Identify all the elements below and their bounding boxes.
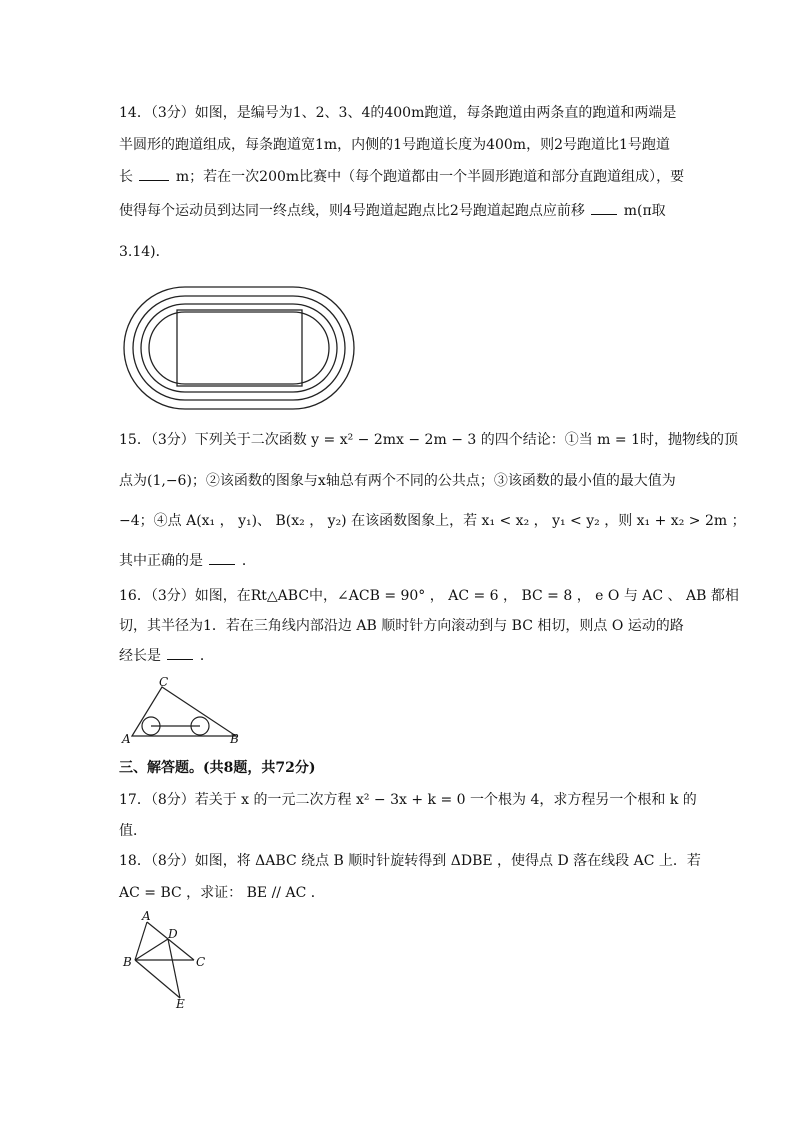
q15-line3: −4；④点 A(x₁ ， y₁)、 B(x₂ ， y₂) 在该函数图象上，若 x₁ < x₂ ， y₁ < y₂ ，则 x₁ + x₂ > 2m ； bbox=[119, 513, 746, 529]
triangle-circle-figure bbox=[118, 675, 248, 745]
answer-blank bbox=[591, 202, 617, 215]
q14-line3 bbox=[119, 168, 684, 186]
q14-line5: 3.14)． bbox=[119, 244, 170, 260]
label-d: D bbox=[168, 927, 178, 941]
label-a: A bbox=[122, 732, 131, 745]
q15-line4 bbox=[119, 552, 256, 570]
q16-line3-end: ． bbox=[199, 648, 214, 664]
q14-line4-start: 使得每个运动员到达同一终点线，则4号跑道起跑点比2号跑道起跑点应前移 bbox=[119, 203, 585, 219]
label-e: E bbox=[176, 997, 185, 1010]
q18-line2: AC = BC ，求证： BE // AC ． bbox=[119, 885, 325, 901]
label-a: A bbox=[142, 910, 151, 923]
q14-line3-start: 长 bbox=[119, 169, 133, 185]
q14-line4-end: m(π取 bbox=[623, 203, 666, 219]
q17-line1: 17．（8分）若关于 x 的一元二次方程 x² − 3x + k = 0 一个根为 4，求方程另一个根和 k 的 bbox=[119, 792, 697, 808]
q14-line3-end: m；若在一次200m比赛中（每个跑道都由一个半圆形跑道和部分直跑道组成），要 bbox=[175, 169, 685, 185]
q15-line1: 15．（3分）下列关于二次函数 y = x² − 2mx − 2m − 3 的四个结论：①当 m = 1时，抛物线的顶 bbox=[119, 432, 738, 448]
q18-line1: 18．（8分）如图，将 ΔABC 绕点 B 顺时针旋转得到 ΔDBE ，使得点 D 落在线段 AC 上．若 bbox=[119, 853, 701, 869]
label-b: B bbox=[123, 955, 132, 969]
running-track-figure bbox=[120, 283, 360, 413]
track-lane-2 bbox=[141, 304, 337, 392]
q14-line2: 半圆形的跑道组成，每条跑道宽1m，内侧的1号跑道长度为400m，则2号跑道比1号跑道 bbox=[119, 137, 670, 153]
q16-line2: 切，其半径为1．若在三角线内部沿边 AB 顺时针方向滚动到与 BC 相切，则点 O 运动的路 bbox=[119, 618, 684, 634]
answer-blank bbox=[167, 647, 193, 660]
q15-line4-start: 其中正确的是 bbox=[119, 553, 203, 569]
track-infield bbox=[177, 310, 302, 386]
segment-ab bbox=[135, 922, 147, 960]
label-b: B bbox=[230, 732, 239, 745]
answer-blank bbox=[139, 168, 169, 181]
label-c: C bbox=[196, 955, 206, 969]
rotation-figure bbox=[118, 910, 208, 1010]
segment-bd bbox=[135, 939, 168, 960]
q16-line3-start: 经长是 bbox=[119, 648, 161, 664]
q15-line4-end: ． bbox=[241, 553, 256, 569]
q16-line3 bbox=[119, 647, 214, 665]
track-lane-4 bbox=[124, 287, 354, 409]
section-heading: 三、解答题。(共8题，共72分) bbox=[119, 760, 316, 776]
q15-line2: 点为(1,−6)；②该函数的图象与x轴总有两个不同的公共点；③该函数的最小值的最大值为 bbox=[119, 473, 676, 489]
answer-blank bbox=[209, 552, 235, 565]
q17-line2: 值． bbox=[119, 823, 147, 839]
q14-line4 bbox=[119, 202, 666, 220]
triangle-abc bbox=[132, 687, 236, 736]
q16-line1: 16．（3分）如图，在Rt△ABC中，∠ACB = 90° ， AC = 6 ， BC = 8 ， e O 与 AC 、 AB 都相 bbox=[119, 588, 739, 604]
label-c: C bbox=[159, 675, 169, 689]
q14-line1: 14．（3分）如图，是编号为1、2、3、4的400m跑道，每条跑道由两条直的跑道和两端是 bbox=[119, 105, 677, 121]
